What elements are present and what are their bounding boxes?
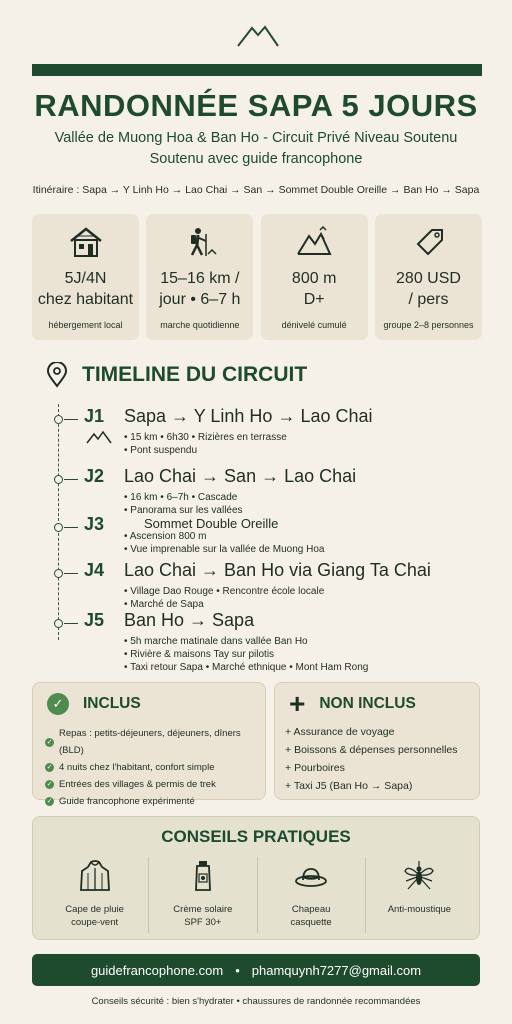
subtitle-line-1: Vallée de Muong Hoa & Ban Ho - Circuit Privé Niveau Soutenu [54,130,458,146]
stat-value: 5J/4N [64,270,107,287]
stat-value-line2: jour • 6–7 h [159,291,241,308]
day-code: J5 [84,610,105,630]
day-details [124,585,324,611]
hiker-icon [182,226,218,258]
tip-label [291,903,332,929]
tip-item [41,857,149,933]
stat-caption: dénivelé cumulé [281,320,347,330]
included-header [47,693,141,715]
day-detail: • Marché de Sapa [124,598,324,611]
stat-value: 280 USD [396,270,461,287]
stat-card-price [375,214,482,340]
not-included-item: + Assurance de voyage [285,723,458,741]
page-title: RANDONNÉE SAPA 5 JOURS [34,88,478,123]
day-detail: • Taxi retour Sapa • Marché ethnique • Mont Ham Rong [124,661,368,674]
mountain-icon [86,430,112,444]
tip-label-line2: SPF 30+ [184,917,222,928]
day-code: J1 [84,406,105,426]
tips-box [32,816,480,940]
timeline-dot [54,415,63,424]
day-route: Lao Chai → San → Lao Chai [124,466,357,486]
tip-item [149,857,257,933]
day-detail: • 15 km • 6h30 • Rizières en terrasse [124,431,287,444]
timeline-line [58,404,59,640]
tip-label-line1: Cape de pluie [65,904,124,915]
not-included-item: + Boissons & dépenses personnelles [285,741,458,759]
included-box [32,682,266,807]
check-icon: ✓ [46,764,53,771]
included-item [45,793,265,810]
stat-card-accommodation [32,214,139,340]
stat-value: 15–16 km / [160,270,240,287]
day-detail: • Ascension 800 m [124,530,324,543]
included-title: INCLUS [83,695,141,712]
day-detail: • Vue imprenable sur la vallée de Muong Hoa [124,543,324,556]
stat-caption: groupe 2–8 personnes [383,320,474,330]
day-details [124,491,243,517]
day-detail: • Panorama sur les vallées [124,504,243,517]
tip-label-line1: Anti-moustique [387,904,452,915]
plus-icon: + [289,688,306,719]
day-detail: • Village Dao Rouge • Rencontre école locale [124,585,324,598]
tip-label-line1: Crème solaire [173,904,233,915]
email-link[interactable]: phamquynh7277@gmail.com [251,962,422,978]
timeline-connector [64,573,78,574]
not-included-item: + Pourboires [285,759,458,777]
day-detail: • 5h marche matinale dans vallée Ban Ho [124,635,368,648]
day-detail: • Pont suspendu [124,444,287,457]
stat-card-elevation [261,214,368,340]
day-code: J4 [84,560,105,580]
tip-label-line2: coupe-vent [71,917,119,928]
included-list [45,725,265,810]
timeline-dot [54,475,63,484]
day-route: Lao Chai → Ban Ho via Giang Ta Chai [124,560,431,580]
included-item-label: Repas : petits-déjeuners, déjeuners, dîners (BLD) [59,728,241,756]
location-pin-icon [46,362,68,388]
contact-bar [32,954,480,986]
check-icon: ✓ [46,738,53,746]
stat-value: 800 m [291,270,337,287]
day-route: Sapa → Y Linh Ho → Lao Chai [124,406,373,426]
price-tag-icon [410,226,446,258]
tip-label [388,903,451,916]
timeline-dot [54,619,63,628]
not-included-header [289,688,416,719]
mountain-icon [296,226,332,258]
page-subtitle [20,128,492,170]
hat-icon [294,859,328,893]
safety-note: Conseils sécurité : bien s'hydrater • chaussures de randonnée recommandées [91,996,421,1007]
tip-label-line1: Chapeau [291,904,331,915]
tip-label [173,903,232,929]
stat-value-line2: chez habitant [37,291,134,308]
day-route: Sommet Double Oreille [144,516,279,531]
timeline-connector [64,479,78,480]
included-item-label: Guide francophone expérimenté [59,796,195,807]
subtitle-line-2: Soutenu avec guide francophone [149,151,363,167]
stat-card-distance [146,214,253,340]
tip-item [366,857,473,933]
tip-label [65,903,124,929]
timeline-connector [64,527,78,528]
included-item-label: Entrées des villages & permis de trek [59,779,216,790]
timeline-dot [54,569,63,578]
stat-value-line2: D+ [303,291,325,308]
day-details [124,635,368,674]
not-included-item: + Taxi J5 (Ban Ho → Sapa) [285,777,458,795]
separator: • [235,962,240,978]
day-route: Ban Ho → Sapa [124,610,255,630]
raincoat-icon [78,859,112,893]
tips-row [41,857,473,933]
check-icon: ✓ [46,781,53,788]
stats-row [32,214,482,340]
day-details [124,530,324,556]
check-icon: ✓ [46,798,53,805]
timeline-title: TIMELINE DU CIRCUIT [82,363,308,386]
day-detail: • 16 km • 6–7h • Cascade [124,491,243,504]
website-link[interactable]: guidefrancophone.com [90,962,224,978]
mosquito-icon [402,859,436,893]
tip-label-line2: casquette [290,917,332,928]
house-icon [68,226,104,258]
day-code: J3 [84,514,105,534]
sunscreen-icon [186,859,220,893]
itinerary-line: Itinéraire : Sapa → Y Linh Ho → Lao Chai → San → Sommet Double Oreille → Ban Ho → Sapa [32,184,480,196]
included-item [45,725,265,759]
mountain-logo-icon [236,22,280,48]
header-bar [32,64,482,76]
not-included-title: NON INCLUS [319,695,416,712]
timeline-header [46,362,307,388]
stat-caption: marche quotidienne [160,320,240,330]
timeline-dot [54,523,63,532]
included-item-label: 4 nuits chez l'habitant, confort simple [59,762,215,773]
included-item [45,776,265,793]
day-details [124,431,287,457]
timeline-connector [64,419,78,420]
included-item [45,759,265,776]
not-included-box [274,682,480,800]
check-circle-icon: ✓ [47,693,69,715]
day-code: J2 [84,466,105,486]
tips-title: CONSEILS PRATIQUES [161,827,351,846]
stat-value-line2: / pers [408,291,449,308]
stat-caption: hébergement local [48,320,123,330]
not-included-list [285,723,458,795]
timeline-connector [64,623,78,624]
day-detail: • Rivière & maisons Tay sur pilotis [124,648,368,661]
tip-item [258,857,366,933]
